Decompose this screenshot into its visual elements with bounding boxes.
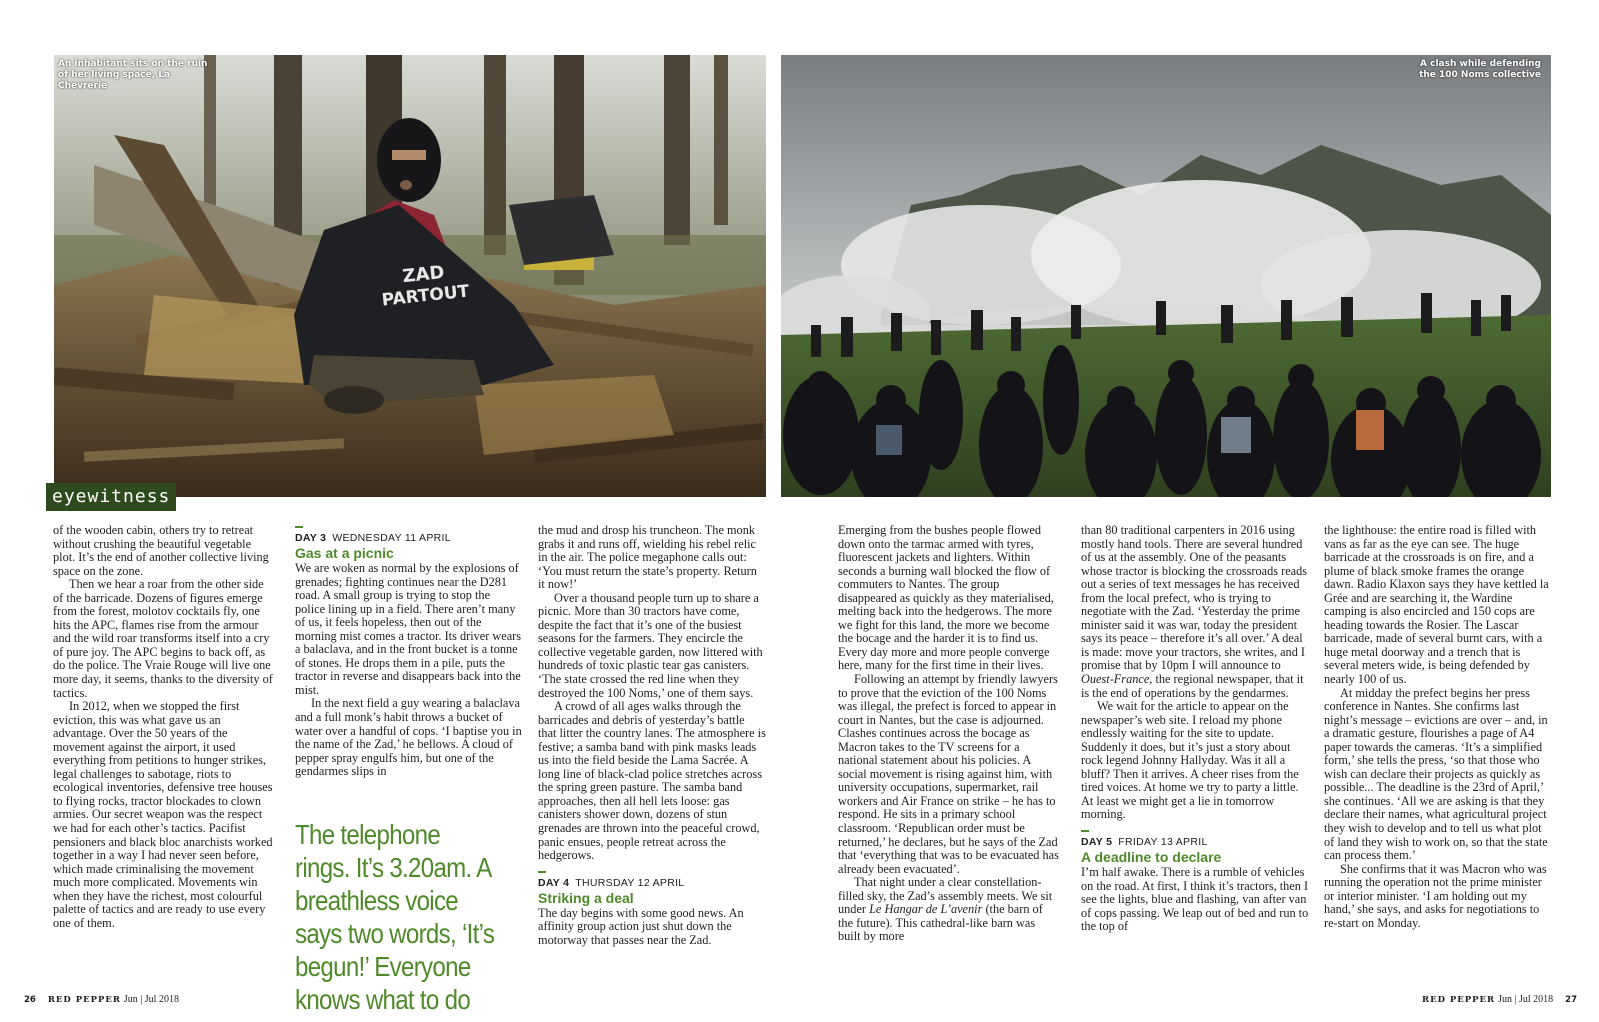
photo-ruin-illustration — [54, 55, 766, 497]
paragraph: She confirms that it was Macron who was running the operation not the prime minister or interior minister. ‘I am holding out my hand,’ she says, and asks for negotiations to re-start on Monday. — [1324, 861, 1547, 930]
page-number-left: 26 — [24, 995, 36, 1005]
day-5-heading — [1081, 830, 1309, 865]
paragraph: We wait for the article to appear on the newspaper’s web site. I reload my phone endlessly waiting for the site to update. Suddenly it does, but it’s just a story about rock legend Johnny Hallyday. Was it all a bluff? Then it arrives. A cheer rises from the tired voices. At home we try to party a little. At least we might get a lie in tomorrow morning. — [1081, 699, 1299, 822]
pull-quote: The telephone rings. It’s 3.20am. A breathless voice says two words, ‘It’s begun!’ Everyone knows what to do — [295, 819, 495, 1015]
footer-left — [24, 994, 179, 1005]
paragraph: of the wooden cabin, others try to retreat without crushing the beautiful vegetable plot. It’s the end of another collective living space on the zone. — [53, 523, 269, 578]
day-4-title: Striking a deal — [538, 889, 634, 906]
paragraph: In the next field a guy wearing a balaclava and a full monk’s habit throws a bucket of water over a handful of cops. ‘I baptise you in the name of the Zad,’ he bellows. A cloud of pepper spray engulfs him, but one of the gendarmes slips in — [295, 696, 522, 779]
paragraph: the lighthouse: the entire road is filled with vans as far as the eye can see. The huge barricade at the crossroads is on fire, and a plume of black smoke frames the orange dawn. Radio Klaxon says they have kettled la Grée and are searching it, the Wardine camping is also encircled and 150 cops are heading towards the Rosier. The Lascar barricade, made of several burnt cars, with a huge metal doorway and a trench that is several meters wide, is being defended by nearly 100 of us. — [1324, 523, 1549, 687]
text-column-6 — [1324, 524, 1552, 930]
text-column-1 — [53, 524, 275, 930]
text-column-3 — [538, 524, 766, 947]
slogan-line2: PARTOUT — [380, 281, 471, 311]
photo-clash-100-noms — [781, 55, 1551, 497]
page-number-right: 27 — [1565, 995, 1577, 1005]
magazine-name: RED PEPPER — [47, 995, 121, 1005]
day-date: WEDNESDAY 11 APRIL — [332, 532, 451, 544]
day-5-title: A deadline to declare — [1081, 849, 1222, 866]
day-date: FRIDAY 13 APRIL — [1118, 836, 1208, 849]
text-column-2 — [295, 524, 523, 779]
day-4-dateline — [538, 877, 766, 890]
paragraph: I’m half awake. There is a rumble of vehicles on the road. At first, I think it’s tractors, then I see the lights, blue and flashing, van after van of cops passing. We leap out of bed and run to the top of — [1081, 865, 1309, 934]
newspaper-name: Ouest-France — [1081, 672, 1150, 687]
text-run: (the barn of the future). This cathedral-like barn was built by more — [838, 902, 1043, 944]
magazine-name: RED PEPPER — [1422, 995, 1496, 1005]
heading-dash — [295, 526, 303, 528]
paragraph: In 2012, when we stopped the first eviction, this was what gave us an advantage. Over the 50 years of the movement against the airport, it used everything from petitions to hunger strikes, legal challenges to sabotage, riots to ecological inventories, defensive tree houses to flying rocks, tractor blockades to clown armies. Our secret weapon was the respect we had for each other’s tactics. Pacifist pensioners and black bloc anarchists worked together in a way I had never seen before, which made criminalising the movement much more complicated. Movements win when they have the richest, most colourful palette of tactics and are ready to use every one of them. — [53, 699, 273, 930]
day-4-heading — [538, 871, 766, 906]
day-date: THURSDAY 12 APRIL — [575, 876, 685, 889]
paragraph — [838, 876, 1060, 944]
day-3-dateline — [295, 532, 523, 545]
day-label: DAY 4 — [538, 876, 570, 889]
day-label: DAY 5 — [1081, 836, 1113, 849]
barn-name: Le Hangar de L’avenir — [869, 902, 983, 917]
day-3-title: Gas at a picnic — [295, 545, 394, 561]
slogan-line1: ZAD — [401, 261, 446, 288]
paragraph — [1081, 524, 1309, 700]
paragraph: Following an attempt by friendly lawyers to prove that the eviction of the 100 Noms was illegal, the prefect is forced to appear in court in Nantes, but the case is adjourned. Clashes continues across the bocage as Macron takes to the TV screens for a national statement about his policies. A social movement is rising against him, with university occupations, supermarket, rail workers and Air France on strike – he has to respond. He sits in a primary school classroom. ‘Republican order must be returned,’ he declares, but he says of the Zad that ‘everything that was to be evacuated has already been evacuated’. — [838, 672, 1059, 876]
paragraph: Then we hear a roar from the other side of the barricade. Dozens of figures emerge from the forest, molotov cocktails fly, one hits the APC, flames rise from the armour and the wild roar transforms itself into a cry of pure joy. The APC begins to back off, as do the police. The Vraie Rouge will live one more day, it seems, thanks to the diversity of tactics. — [53, 577, 273, 700]
issue-date: Jun | Jul 2018 — [1498, 994, 1554, 1005]
paragraph: Emerging from the bushes people flowed down onto the tarmac armed with tyres, fluorescent jackets and lighters. Within seconds a burning wall blocked the flow of commuters to Nantes. The group disappeared as quickly as they materialised, melting back into the hedgerows. The more we fight for this land, the more we become the bocage and the harder it is to find us. Every day more and more people converge here, many for the first time in their lives. — [838, 523, 1054, 673]
text-run: , the regional newspaper, that it is the end of operations by the gendarmes. — [1081, 672, 1304, 700]
text-run: That night under a clear constellation-filled sky, the Zad’s assembly meets. We sit under — [838, 875, 1053, 917]
photo-caption-right: A clash while defending the 100 Noms collective — [1419, 59, 1541, 80]
issue-date: Jun | Jul 2018 — [123, 994, 179, 1005]
paragraph: We are woken as normal by the explosions of grenades; fighting continues near the D281 road. A small group is trying to stop the police lining up in a field. There aren’t many of us, it feels hopeless, then out of the morning mist comes a tractor. Its driver wears a balaclava, and in the front bucket is a tonne of stones. He drops them in a pile, puts the tractor in reverse and disappears back into the mist. — [295, 561, 522, 697]
day-3-heading — [295, 526, 523, 561]
text-column-4 — [838, 524, 1060, 944]
text-column-5 — [1081, 524, 1309, 934]
photo-inhabitant-ruin — [54, 55, 766, 497]
day-5-dateline — [1081, 836, 1309, 849]
heading-dash — [538, 871, 546, 873]
paragraph: At midday the prefect begins her press conference in Nantes. She confirms last night’s message – evictions are over – and, in a dramatic gesture, flourishes a page of A4 paper towards the cameras. ‘It’s a simplified form,’ she tells the press, ‘so that those who wish can declare their projects as quickly as possible... The deadline is the 23rd of April,’ she continues. ‘All we are asking is that they declare their names, what agricultural project they wish to develop and to tell us what plot of land they wish to work on, so that the state can process them.’ — [1324, 685, 1548, 863]
paragraph: A crowd of all ages walks through the barricades and debris of yesterday’s battle that litter the country lanes. The atmosphere is festive; a samba band with pink masks leads us into the field beside the Lama Sacrée. A long line of black-clad police stretches across the spring green pasture. The samba band approaches, then all hell lets loose: gas canisters shower down, dozens of stun grenades are thrown into the peaceful crowd, panic ensues, people retreat across the hedgerows. — [538, 699, 766, 863]
day-label: DAY 3 — [295, 532, 327, 544]
footer-right — [1422, 994, 1577, 1005]
photo-clash-illustration — [781, 55, 1551, 497]
paragraph: The day begins with some good news. An affinity group action just shut down the motorway that passes near the Zad. — [538, 905, 744, 947]
heading-dash — [1081, 830, 1089, 832]
paragraph: the mud and drosp his truncheon. The monk grabs it and runs off, wielding his rebel relic in the air. The police megaphone calls out: ‘You must return the state’s property. Return it now!’ — [538, 523, 757, 592]
section-tag-eyewitness: eyewitness — [46, 483, 176, 511]
photo-caption-left: An inhabitant sits on the ruin of her living space, La Chevrerie — [58, 59, 208, 91]
paragraph: Over a thousand people turn up to share a picnic. More than 30 tractors have come, despite the fact that it’s one of the busiest seasons for the farmers. They encircle the collective vegetable garden, now littered with hundreds of toxic plastic tear gas canisters. ‘The state crossed the red line when they destroyed the 100 Noms,’ one of them says. — [538, 590, 763, 700]
text-run: than 80 traditional carpenters in 2016 using mostly hand tools. There are several hundred of us at the assembly. One of the peasants whose tractor is blocking the crossroads reads out a series of text messages he has received from the local prefect, who is trying to negotiate with the Zad. ‘Yesterday the prime minister said it was war, today the president says its peace – therefore it’s all over.’ A deal is made: move your tractors, she writes, and I promise that by 10pm I will announce to — [1081, 523, 1308, 673]
